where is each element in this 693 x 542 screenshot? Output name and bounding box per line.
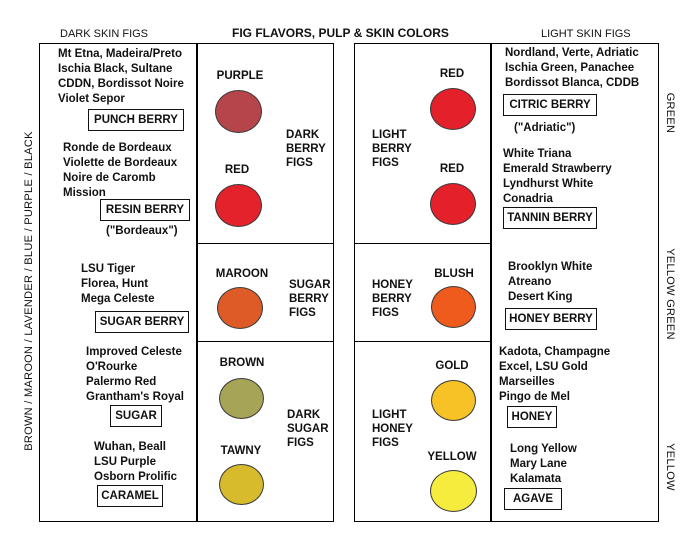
flavor-box-honey: HONEY — [507, 406, 557, 428]
grid-line — [354, 341, 491, 342]
grid-line — [354, 43, 491, 44]
grid-line — [196, 43, 198, 522]
pulp-swatch-red — [215, 184, 262, 227]
flavor-note: ("Adriatic") — [514, 122, 576, 134]
grid-line — [490, 43, 492, 522]
grid-line — [491, 43, 659, 44]
pulp-label-blush: BLUSH — [434, 268, 474, 280]
variety-list: LSU Tiger Florea, Hunt Mega Celeste — [81, 263, 155, 305]
grid-line — [333, 43, 334, 522]
group-label-honey-berry: HONEY BERRY FIGS — [372, 279, 413, 319]
dark-skin-color-scale: BROWN / MAROON / LAVENDER / BLUE / PURPLE / BLACK — [23, 131, 35, 451]
grid-line — [196, 243, 334, 244]
dark-skin-header: DARK SKIN FIGS — [60, 28, 149, 40]
pulp-swatch-gold — [431, 380, 476, 421]
flavor-box-resin-berry: RESIN BERRY — [100, 199, 190, 221]
light-skin-color-yellow-green: YELLOW GREEN — [664, 248, 676, 340]
light-skin-header: LIGHT SKIN FIGS — [541, 28, 631, 40]
pulp-label-brown: BROWN — [219, 357, 265, 369]
group-label-light-berry: LIGHT BERRY FIGS — [372, 129, 412, 169]
grid-line — [196, 43, 334, 44]
pulp-swatch-brown — [219, 378, 264, 419]
pulp-label-maroon: MAROON — [215, 268, 269, 280]
pulp-swatch-purple — [215, 90, 262, 133]
grid-line — [491, 521, 659, 522]
grid-line — [39, 43, 197, 44]
grid-line — [196, 341, 334, 342]
pulp-swatch-blush — [431, 286, 476, 328]
grid-line — [196, 521, 334, 522]
group-label-light-honey: LIGHT HONEY FIGS — [372, 409, 413, 449]
group-label-dark-sugar: DARK SUGAR FIGS — [287, 409, 329, 449]
flavor-box-citric-berry: CITRIC BERRY — [503, 94, 597, 116]
grid-line — [354, 43, 355, 522]
flavor-box-caramel: CARAMEL — [97, 485, 163, 507]
pulp-label-tawny: TAWNY — [220, 445, 262, 457]
variety-list: Wuhan, Beall LSU Purple Osborn Prolific — [94, 441, 178, 483]
grid-line — [658, 43, 659, 522]
grid-line — [354, 521, 491, 522]
variety-list: Brooklyn White Atreano Desert King — [508, 261, 593, 303]
light-skin-color-green: GREEN — [664, 92, 676, 134]
variety-list: Improved Celeste O'Rourke Palermo Red Grantham's Royal — [86, 346, 184, 403]
pulp-label-yellow: YELLOW — [427, 451, 477, 463]
pulp-swatch-red — [430, 183, 476, 225]
pulp-swatch-tawny — [219, 464, 264, 505]
light-skin-color-yellow: YELLOW — [664, 443, 676, 491]
flavor-box-honey-berry: HONEY BERRY — [505, 308, 597, 330]
pulp-label-red: RED — [439, 163, 465, 175]
flavor-note: ("Bordeaux") — [106, 225, 178, 237]
pulp-label-red: RED — [224, 164, 250, 176]
grid-line — [39, 43, 40, 522]
flavor-box-punch-berry: PUNCH BERRY — [88, 109, 184, 131]
flavor-box-sugar-berry: SUGAR BERRY — [95, 311, 189, 333]
pulp-label-gold: GOLD — [435, 360, 469, 372]
page-title: FIG FLAVORS, PULP & SKIN COLORS — [232, 26, 449, 40]
grid-line — [39, 521, 197, 522]
group-label-sugar-berry: SUGAR BERRY FIGS — [289, 279, 331, 319]
pulp-swatch-maroon — [217, 287, 263, 329]
flavor-box-tannin-berry: TANNIN BERRY — [503, 207, 597, 229]
group-label-dark-berry: DARK BERRY FIGS — [286, 129, 326, 169]
variety-list: Ronde de Bordeaux Violette de Bordeaux Noire de Caromb Mission — [63, 142, 178, 199]
variety-list: Nordland, Verte, Adriatic Ischia Green, Panachee Bordissot Blanca, CDDB — [505, 47, 640, 89]
variety-list: Kadota, Champagne Excel, LSU Gold Marseilles Pingo de Mel — [499, 346, 611, 403]
pulp-swatch-red — [430, 88, 476, 130]
variety-list: Mt Etna, Madeira/Preto Ischia Black, Sultane CDDN, Bordissot Noire Violet Sepor — [58, 48, 184, 105]
grid-line — [354, 243, 491, 244]
pulp-label-red: RED — [439, 68, 465, 80]
flavor-box-agave: AGAVE — [504, 488, 562, 510]
variety-list: White Triana Emerald Strawberry Lyndhurst White Conadria — [503, 148, 612, 205]
pulp-label-purple: PURPLE — [216, 70, 264, 82]
variety-list: Long Yellow Mary Lane Kalamata — [510, 443, 577, 485]
pulp-swatch-yellow — [430, 470, 477, 512]
flavor-box-sugar: SUGAR — [110, 405, 162, 427]
